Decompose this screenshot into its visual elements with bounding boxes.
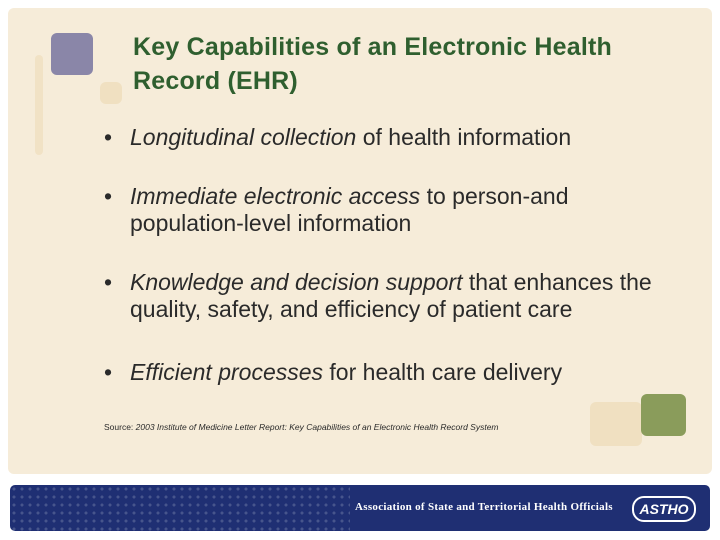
decorative-square-beige xyxy=(100,82,122,104)
decorative-square-purple xyxy=(51,33,93,75)
organization-name: Association of State and Territorial Health Officials xyxy=(355,501,613,513)
source-text: 2003 Institute of Medicine Letter Report: Key Capabilities of an Electronic Health Record System xyxy=(135,422,499,432)
bullet-emphasis: Efficient processes xyxy=(130,359,324,385)
source-citation xyxy=(104,422,499,432)
source-prefix: Source: xyxy=(104,422,136,432)
bullet-list xyxy=(104,124,684,386)
footer-banner xyxy=(10,485,710,531)
decorative-square-green xyxy=(641,394,686,436)
astho-logo: ASTHO xyxy=(632,496,696,522)
decorative-square-beige xyxy=(590,402,642,446)
bullet-glyph: • xyxy=(104,269,113,295)
bullet-text: for health care delivery xyxy=(323,359,563,385)
decorative-bar xyxy=(35,55,43,155)
bullet-emphasis: Longitudinal collection xyxy=(130,124,357,150)
bullet-glyph: • xyxy=(104,124,113,150)
bullet-item xyxy=(104,359,684,386)
bullet-item xyxy=(104,124,684,151)
slide-title: Key Capabilities of an Electronic Health Record (EHR) xyxy=(133,33,612,95)
bullet-text: that enhances the quality, safety, and efficiency of patient care xyxy=(130,269,652,322)
bullet-text: to person-and population-level information xyxy=(130,183,569,236)
bullet-item xyxy=(104,269,684,323)
bullet-glyph: • xyxy=(104,183,113,209)
bullet-glyph: • xyxy=(104,359,113,385)
bullet-emphasis: Immediate electronic access xyxy=(130,183,421,209)
bullet-text: of health information xyxy=(356,124,572,150)
bullet-item xyxy=(104,183,684,237)
footer-pattern xyxy=(10,485,350,531)
bullet-emphasis: Knowledge and decision support xyxy=(130,269,463,295)
